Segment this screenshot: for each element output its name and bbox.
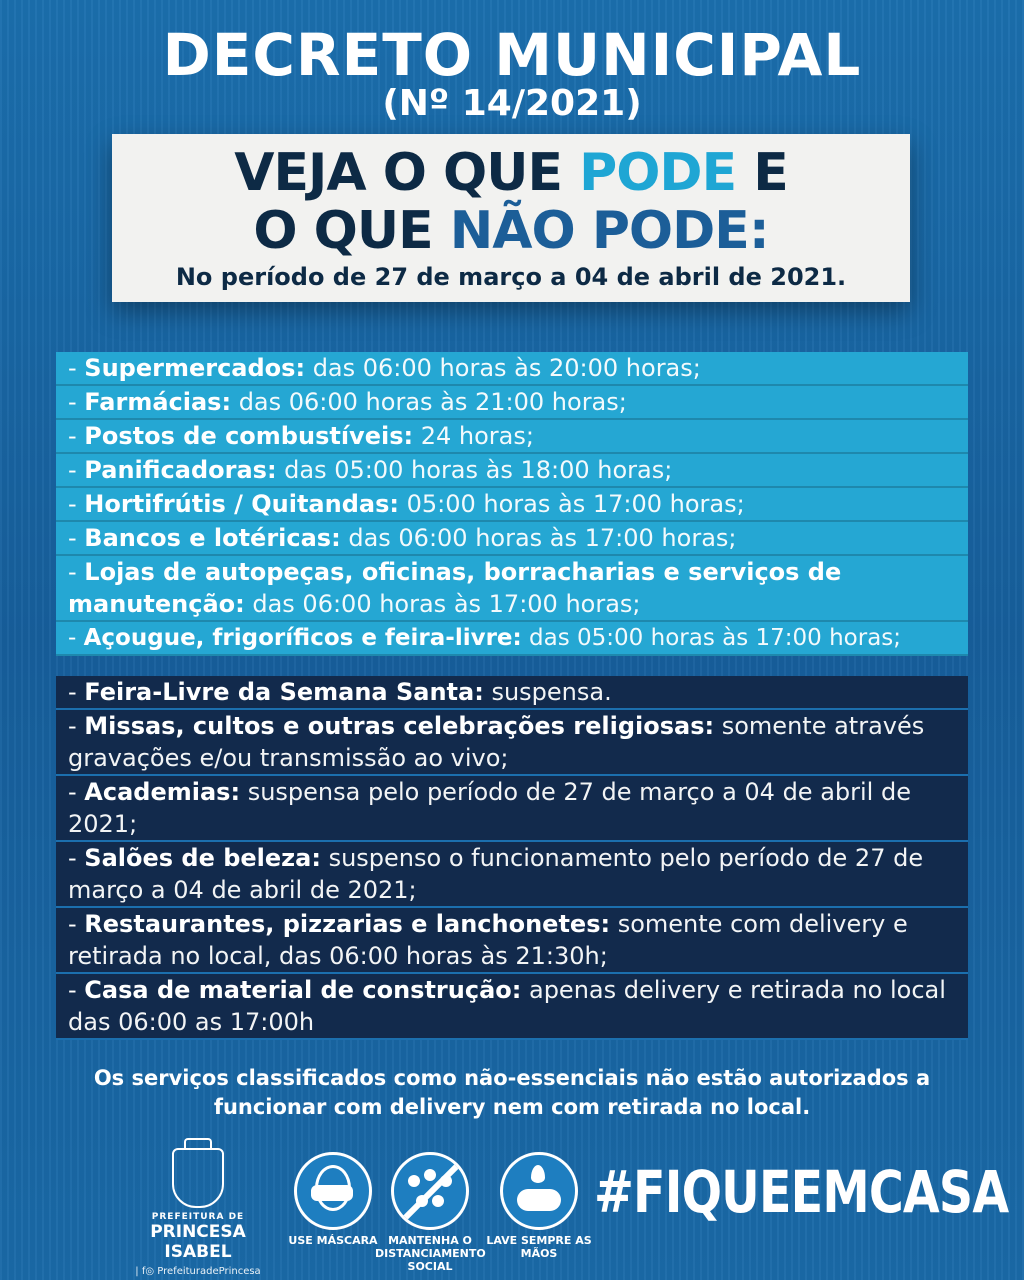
headline-text: E	[736, 143, 788, 203]
item-name: Academias:	[84, 778, 241, 806]
list-item: - Salões de beleza: suspenso o funcionamento pelo período de 27 de março a 04 de abril de 2021;	[56, 842, 968, 908]
mask-badge	[278, 1152, 388, 1247]
item-name: Farmácias:	[84, 388, 232, 416]
headline-nao-pode: NÃO PODE:	[449, 201, 769, 261]
item-name: Bancos e lotéricas:	[84, 524, 341, 552]
decree-number: (Nº 14/2021)	[382, 83, 642, 124]
list-item: - Panificadoras: das 05:00 horas às 18:00 horas;	[56, 454, 968, 488]
item-desc: 05:00 horas às 17:00 horas;	[398, 490, 745, 518]
social-distance-icon	[391, 1152, 469, 1230]
item-name: Panificadoras:	[84, 456, 277, 484]
item-desc: suspensa.	[483, 678, 612, 706]
item-desc: 24 horas;	[413, 422, 534, 450]
item-desc: somente com delivery e retirada no local, das 06:00 horas às 21:30h;	[68, 910, 908, 970]
list-item: - Feira-Livre da Semana Santa: suspensa.	[56, 676, 968, 710]
period-text: No período de 27 de março a 04 de abril de 2021.	[175, 263, 847, 291]
list-item: - Supermercados: das 06:00 horas às 20:00 horas;	[56, 352, 968, 386]
item-desc: das 06:00 horas às 17:00 horas;	[340, 524, 737, 552]
item-desc: das 05:00 horas às 18:00 horas;	[276, 456, 673, 484]
item-desc: das 06:00 horas às 20:00 horas;	[305, 354, 701, 382]
logo-small-text: PREFEITURA DE	[151, 1212, 245, 1222]
list-item: - Lojas de autopeças, oficinas, borracharias e serviços de manutenção: das 06:00 horas às 17:00 horas;	[56, 556, 968, 622]
city-logo	[118, 1148, 278, 1277]
distance-label: MANTENHA O DISTANCIAMENTO SOCIAL	[375, 1234, 486, 1273]
item-name: Hortifrútis / Quitandas:	[84, 490, 399, 518]
item-desc: somente através gravações e/ou transmissão ao vivo;	[68, 712, 925, 772]
mask-icon	[294, 1152, 372, 1230]
list-item: - Casa de material de construção: apenas delivery e retirada no local das 06:00 as 17:00h	[56, 974, 968, 1040]
item-name: Feira-Livre da Semana Santa:	[84, 678, 484, 706]
logo-city-name: PRINCESA ISABEL	[150, 1222, 246, 1262]
item-desc: apenas delivery e retirada no local das 06:00 as 17:00h	[68, 976, 946, 1036]
footer	[0, 1148, 1024, 1277]
item-desc: das 06:00 horas às 17:00 horas;	[244, 590, 641, 618]
headline-text: O QUE	[253, 201, 450, 261]
item-name: Açougue, frigoríficos e feira-livre:	[83, 625, 522, 651]
headline-text: VEJA O QUE	[234, 143, 580, 203]
hashtag: #FIQUEEMCASA	[594, 1158, 1009, 1226]
headline-panel	[112, 134, 910, 302]
item-desc: das 05:00 horas às 17:00 horas;	[521, 625, 902, 651]
list-item: - Missas, cultos e outras celebrações religiosas: somente através gravações e/ou transmissão ao vivo;	[56, 710, 968, 776]
item-name: Lojas de autopeças, oficinas, borracharias e serviços de manutenção:	[68, 558, 842, 618]
hand-wash-icon	[500, 1152, 578, 1230]
handwash-badge	[484, 1152, 594, 1260]
handwash-label: LAVE SEMPRE AS MÃOS	[486, 1234, 592, 1260]
crest-icon	[172, 1148, 224, 1208]
item-name: Supermercados:	[84, 354, 306, 382]
list-item: - Restaurantes, pizzarias e lanchonetes: somente com delivery e retirada no local, das 06:00 horas às 21:30h;	[56, 908, 968, 974]
headline-pode: PODE	[579, 143, 737, 203]
list-item: - Farmácias: das 06:00 horas às 21:00 horas;	[56, 386, 968, 420]
item-name: Salões de beleza:	[84, 844, 321, 872]
list-item: - Hortifrútis / Quitandas: 05:00 horas às 17:00 horas;	[56, 488, 968, 522]
mask-label: USE MÁSCARA	[288, 1234, 378, 1247]
item-name: Casa de material de construção:	[84, 976, 522, 1004]
item-desc: suspensa pelo período de 27 de março a 04 de abril de 2021;	[68, 778, 911, 838]
headline-line-2	[112, 202, 910, 260]
list-item: - Academias: suspensa pelo período de 27 de março a 04 de abril de 2021;	[56, 776, 968, 842]
social-handle: | f◎ PrefeituradePrincesa	[135, 1266, 261, 1277]
list-item: - Bancos e lotéricas: das 06:00 horas às 17:00 horas;	[56, 522, 968, 556]
notice-text: Os serviços classificados como não-essenciais não estão autorizados a funcionar com delivery nem com retirada no local.	[93, 1066, 931, 1119]
page-title: DECRETO MUNICIPAL	[162, 21, 862, 89]
item-name: Postos de combustíveis:	[84, 422, 414, 450]
item-desc: das 06:00 horas às 21:00 horas;	[231, 388, 627, 416]
list-item: - Açougue, frigoríficos e feira-livre: das 05:00 horas às 17:00 horas;	[56, 622, 968, 656]
blocked-list	[56, 676, 968, 1040]
item-name: Missas, cultos e outras celebrações religiosas:	[84, 712, 715, 740]
distance-badge	[375, 1152, 485, 1273]
headline-line-1	[112, 144, 910, 202]
list-item: - Postos de combustíveis: 24 horas;	[56, 420, 968, 454]
allowed-list	[56, 352, 968, 656]
item-desc: suspenso o funcionamento pelo período de 27 de março a 04 de abril de 2021;	[68, 844, 924, 904]
item-name: Restaurantes, pizzarias e lanchonetes:	[84, 910, 611, 938]
